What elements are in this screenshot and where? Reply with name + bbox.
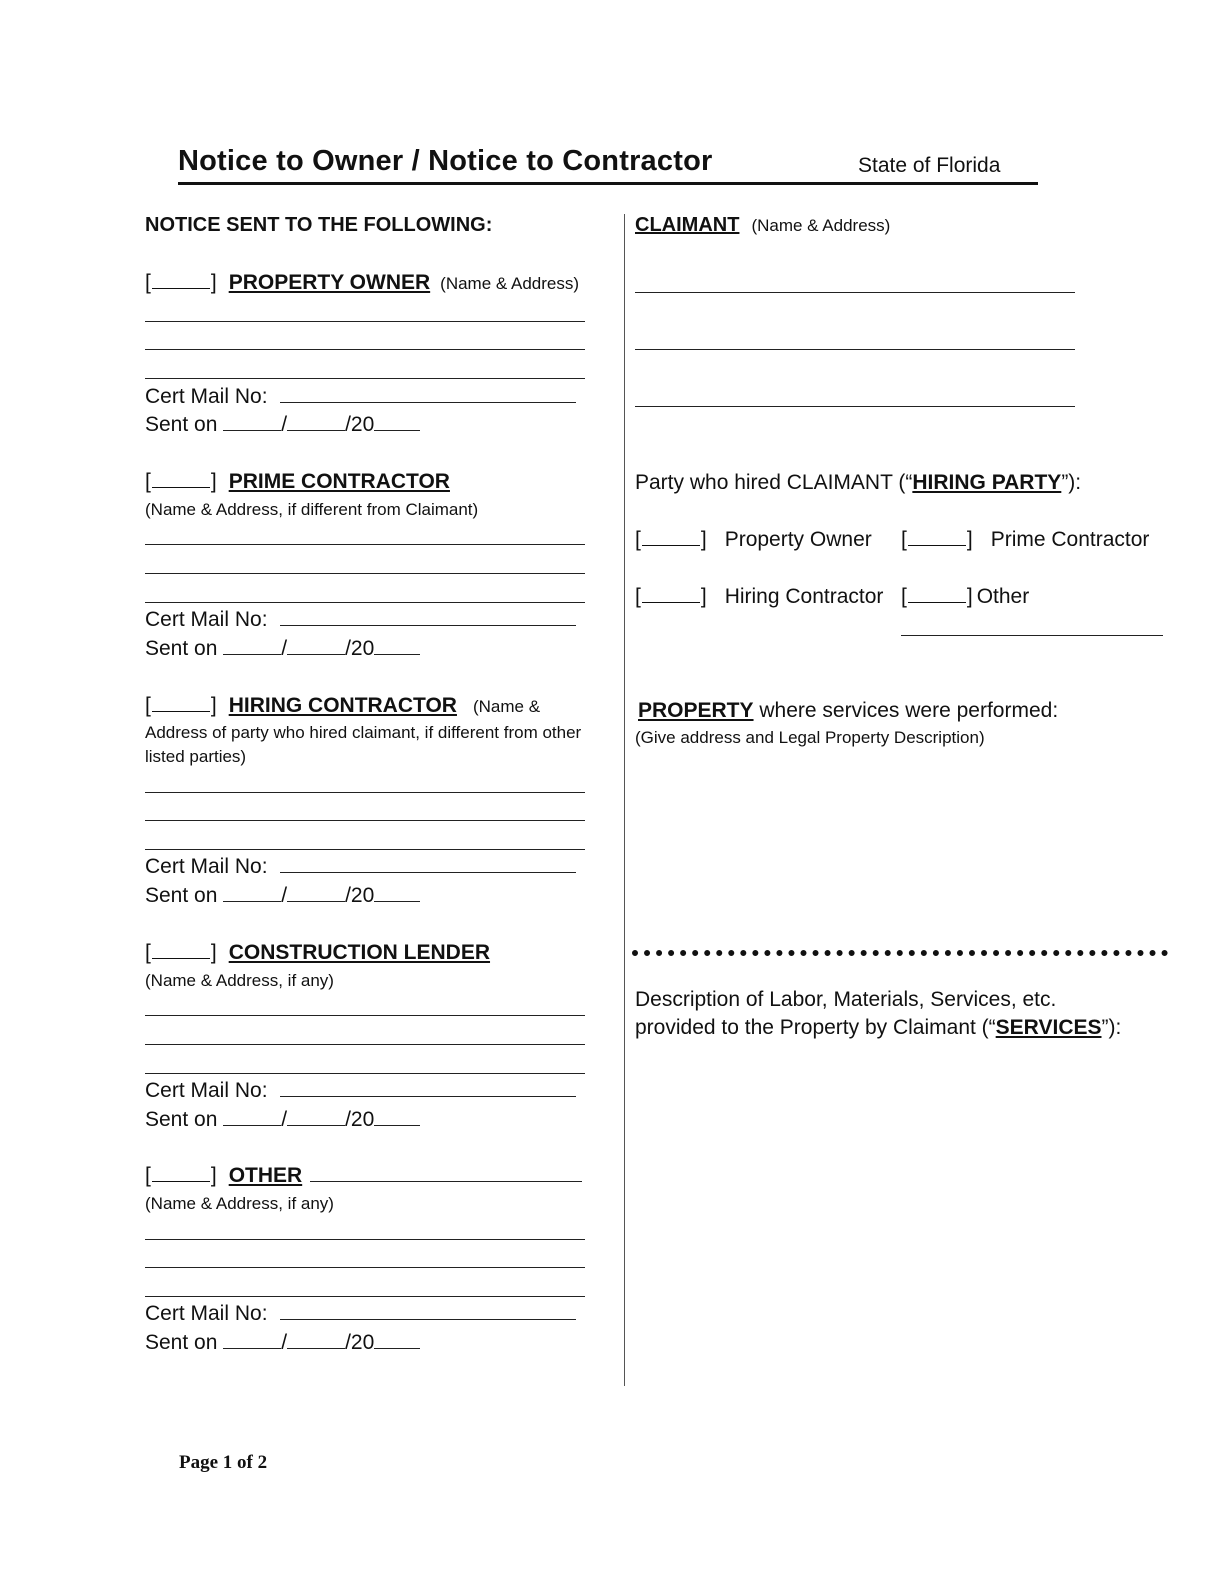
- construction-lender-header: [145, 941, 490, 965]
- hiring-contractor-title: HIRING CONTRACTOR: [228, 694, 457, 717]
- sent-day-field[interactable]: [287, 1125, 345, 1126]
- hiring-party-term: HIRING PARTY: [912, 471, 1062, 494]
- hiring-contractor-cert-row: Cert Mail No:: [145, 855, 576, 879]
- hiring-party-label: Party who hired CLAIMANT (“HIRING PARTY”):: [635, 471, 1082, 494]
- property-note: (Give address and Legal Property Description): [635, 728, 985, 747]
- services-line-1: Description of Labor, Materials, Services, etc.: [635, 988, 1057, 1011]
- property-header: PROPERTY where services were performed:: [638, 699, 1059, 722]
- prime-contractor-note: (Name & Address, if different from Claimant): [145, 500, 479, 519]
- sent-year-field[interactable]: [374, 901, 420, 902]
- option-prime-contractor-checkbox[interactable]: [ ]: [901, 528, 973, 551]
- sent-year-field[interactable]: [374, 654, 420, 655]
- other-line-2[interactable]: [145, 1267, 585, 1268]
- sent-month-field[interactable]: [223, 1348, 281, 1349]
- column-divider: [624, 214, 625, 1386]
- prime-contractor-line-3[interactable]: [145, 602, 585, 603]
- property-owner-checkbox[interactable]: [ ]: [145, 271, 217, 294]
- other-cert-row: Cert Mail No:: [145, 1302, 576, 1326]
- hiring-contractor-line-1[interactable]: [145, 792, 585, 793]
- other-header: [145, 1164, 582, 1188]
- other-title: OTHER: [228, 1164, 303, 1187]
- sent-month-field[interactable]: [223, 654, 281, 655]
- claimant-line-2[interactable]: [635, 349, 1075, 350]
- option-property-owner[interactable]: [ ] Property Owner: [635, 528, 872, 551]
- other-checkbox[interactable]: [ ]: [145, 1164, 217, 1187]
- hiring-contractor-checkbox[interactable]: [ ]: [145, 694, 217, 717]
- notice-sent-heading: NOTICE SENT TO THE FOLLOWING:: [145, 214, 493, 236]
- prime-contractor-line-1[interactable]: [145, 544, 585, 545]
- option-hiring-contractor[interactable]: [ ] Hiring Contractor: [635, 585, 884, 608]
- property-owner-cert-field[interactable]: [280, 402, 576, 403]
- other-name-field[interactable]: [310, 1181, 582, 1182]
- sent-year-field[interactable]: [374, 430, 420, 431]
- option-prime-contractor[interactable]: [ ] Prime Contractor: [901, 528, 1150, 551]
- hiring-contractor-cert-field[interactable]: [280, 872, 576, 873]
- claimant-title: CLAIMANT: [635, 214, 740, 236]
- property-owner-cert-row: Cert Mail No:: [145, 385, 576, 409]
- other-sent-row: Sent on / /20: [145, 1331, 420, 1355]
- hiring-contractor-sent-row: Sent on / /20: [145, 884, 420, 908]
- claimant-line-1[interactable]: [635, 292, 1075, 293]
- hiring-contractor-line-2[interactable]: [145, 820, 585, 821]
- hiring-contractor-note: (Name &: [472, 697, 541, 716]
- property-owner-line-1[interactable]: [145, 321, 585, 322]
- option-hiring-contractor-checkbox[interactable]: [ ]: [635, 585, 707, 608]
- construction-lender-line-3[interactable]: [145, 1073, 585, 1074]
- document-title: Notice to Owner / Notice to Contractor: [178, 145, 713, 177]
- sent-month-field[interactable]: [223, 901, 281, 902]
- property-owner-title: PROPERTY OWNER: [228, 271, 431, 294]
- services-line-2: provided to the Property by Claimant (“SERVICES”):: [635, 1016, 1122, 1039]
- sent-year-field[interactable]: [374, 1125, 420, 1126]
- other-party-line[interactable]: [901, 635, 1163, 636]
- title-rule: [178, 182, 1038, 185]
- property-owner-note: (Name & Address): [440, 274, 580, 293]
- property-owner-line-3[interactable]: [145, 378, 585, 379]
- construction-lender-line-2[interactable]: [145, 1044, 585, 1045]
- prime-contractor-sent-row: Sent on / /20: [145, 637, 420, 661]
- prime-contractor-cert-row: Cert Mail No:: [145, 608, 576, 632]
- claimant-header: [635, 214, 890, 237]
- hiring-contractor-line-3[interactable]: [145, 849, 585, 850]
- other-line-1[interactable]: [145, 1239, 585, 1240]
- prime-contractor-title: PRIME CONTRACTOR: [228, 470, 450, 493]
- sent-year-field[interactable]: [374, 1348, 420, 1349]
- construction-lender-line-1[interactable]: [145, 1015, 585, 1016]
- option-other[interactable]: [ ] Other: [901, 585, 1030, 608]
- claimant-note: (Name & Address): [751, 216, 891, 235]
- property-owner-sent-row: Sent on / /20: [145, 413, 420, 437]
- dotted-separator: [632, 950, 1168, 956]
- sent-day-field[interactable]: [287, 654, 345, 655]
- page-number: Page 1 of 2: [179, 1452, 268, 1473]
- construction-lender-sent-row: Sent on / /20: [145, 1108, 420, 1132]
- claimant-line-3[interactable]: [635, 406, 1075, 407]
- other-line-3[interactable]: [145, 1296, 585, 1297]
- other-note: (Name & Address, if any): [145, 1194, 334, 1213]
- sent-day-field[interactable]: [287, 430, 345, 431]
- construction-lender-checkbox[interactable]: [ ]: [145, 941, 217, 964]
- construction-lender-title: CONSTRUCTION LENDER: [228, 941, 491, 964]
- construction-lender-cert-row: Cert Mail No:: [145, 1079, 576, 1103]
- option-property-owner-checkbox[interactable]: [ ]: [635, 528, 707, 551]
- sent-day-field[interactable]: [287, 1348, 345, 1349]
- hiring-contractor-header: [145, 694, 540, 718]
- construction-lender-note: (Name & Address, if any): [145, 971, 334, 990]
- state-label: State of Florida: [858, 154, 1001, 177]
- prime-contractor-cert-field[interactable]: [280, 625, 576, 626]
- sent-month-field[interactable]: [223, 1125, 281, 1126]
- sent-day-field[interactable]: [287, 901, 345, 902]
- construction-lender-cert-field[interactable]: [280, 1096, 576, 1097]
- property-title: PROPERTY: [638, 699, 754, 722]
- option-other-checkbox[interactable]: [ ]: [901, 585, 973, 608]
- services-term: SERVICES: [995, 1016, 1102, 1039]
- prime-contractor-line-2[interactable]: [145, 573, 585, 574]
- property-owner-header: [145, 271, 579, 295]
- sent-month-field[interactable]: [223, 430, 281, 431]
- prime-contractor-header: [145, 470, 450, 494]
- property-owner-line-2[interactable]: [145, 349, 585, 350]
- prime-contractor-checkbox[interactable]: [ ]: [145, 470, 217, 493]
- hiring-contractor-subnote: Address of party who hired claimant, if different from other listed parties): [145, 723, 582, 766]
- other-cert-field[interactable]: [280, 1319, 576, 1320]
